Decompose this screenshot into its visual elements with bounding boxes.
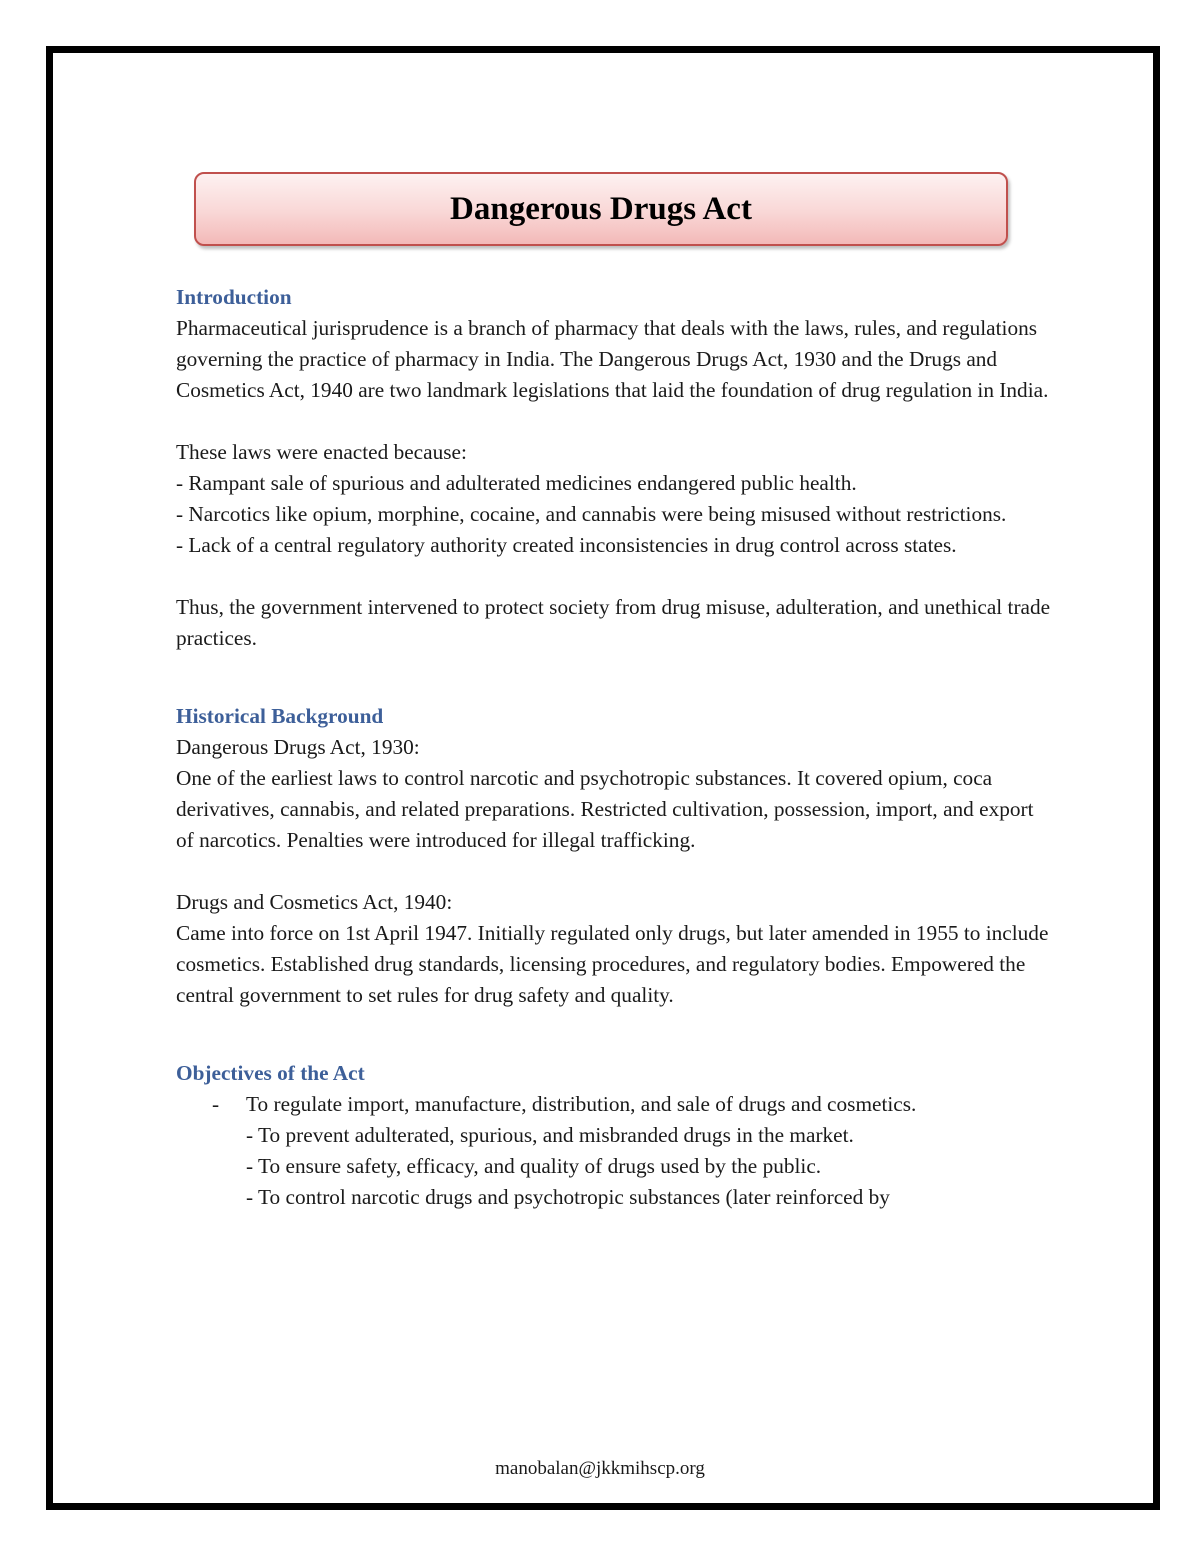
- dda-title: Dangerous Drugs Act, 1930:: [176, 735, 420, 759]
- introduction-heading: Introduction: [176, 285, 292, 309]
- list-item: - To ensure safety, efficacy, and quality of drugs used by the public.: [246, 1154, 822, 1178]
- introduction-conclusion: Thus, the government intervened to protect society from drug misuse, adulteration, and unethical trade practices.: [176, 595, 1051, 650]
- history-heading: Historical Background: [176, 704, 384, 728]
- dda-text: One of the earliest laws to control narcotic and psychotropic substances. It covered opium, coca derivatives, cannabis, and related preparations. Restricted cultivation, possession, import, and export of narcotics. Penalties were introduced for illegal trafficking.: [176, 766, 1034, 852]
- objectives-list: [176, 1089, 1056, 1213]
- introduction-paragraph: Pharmaceutical jurisprudence is a branch of pharmacy that deals with the laws, rules, and regulations governing the practice of pharmacy in India. The Dangerous Drugs Act, 1930 and the Drugs and Cosmetics Act, 1940 are two landmark legislations that laid the foundation of drug regulation in India.: [176, 316, 1049, 402]
- dca-text: Came into force on 1st April 1947. Initially regulated only drugs, but later amended in 1955 to include cosmetics. Established drug standards, licensing procedures, and regulatory bodies. Empowered the central government to set rules for drug safety and quality.: [176, 921, 1049, 1007]
- title-banner: [194, 172, 1008, 246]
- reason-item: - Lack of a central regulatory authority created inconsistencies in drug control across states.: [176, 533, 957, 557]
- list-item: - To control narcotic drugs and psychotropic substances (later reinforced by: [246, 1185, 890, 1209]
- list-item: - To prevent adulterated, spurious, and misbranded drugs in the market.: [246, 1123, 854, 1147]
- reasons-lead: These laws were enacted because:: [176, 440, 467, 464]
- reason-item: - Narcotics like opium, morphine, cocaine, and cannabis were being misused without restrictions.: [176, 502, 1007, 526]
- page-title: Dangerous Drugs Act: [450, 190, 752, 227]
- footer-email: manobalan@jkkmihscp.org: [495, 1458, 705, 1479]
- list-item: [176, 1089, 1056, 1120]
- document-body: [176, 282, 1056, 1213]
- objectives-heading: Objectives of the Act: [176, 1061, 365, 1085]
- dca-title: Drugs and Cosmetics Act, 1940:: [176, 890, 453, 914]
- reason-item: - Rampant sale of spurious and adulterated medicines endangered public health.: [176, 471, 857, 495]
- list-bullet: -: [212, 1092, 220, 1116]
- list-item-text: To regulate import, manufacture, distribution, and sale of drugs and cosmetics.: [246, 1092, 917, 1116]
